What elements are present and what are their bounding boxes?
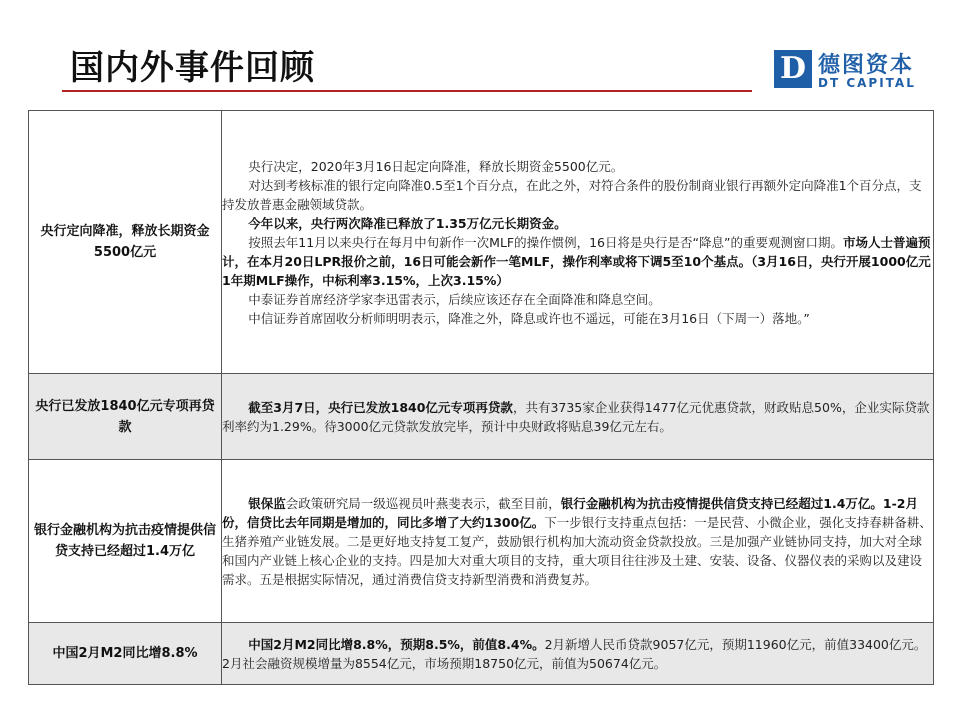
detail-text: 2月新增人民币贷款9057亿元，预期11960亿元，前值33400亿元。2月社会融资规模增量为8554亿元，市场预期18750亿元，前值为50674亿元。	[222, 636, 927, 671]
detail-paragraph	[222, 157, 933, 176]
event-label: 央行定向降准，释放长期资金5500亿元	[29, 111, 222, 374]
detail-paragraph	[222, 635, 933, 673]
logo-mark-icon: D	[774, 50, 812, 88]
event-label: 中国2月M2同比增8.8%	[29, 623, 222, 685]
table-row	[29, 111, 934, 374]
detail-bold-text: 今年以来，央行两次降准已释放了1.35万亿元长期资金。	[248, 215, 567, 231]
detail-bold-text: 银行金融机构为抗击疫情提供信贷支持已经超过1.4万亿。1-2月份，信贷比去年同期是增加的，同比多增了大约1300亿。	[222, 495, 919, 530]
detail-bold-text: 截至3月7日，央行已发放1840亿元专项再贷款	[248, 399, 513, 415]
logo-name-cn: 德图资本	[818, 53, 915, 78]
detail-text: 按照去年11月以来央行在每月中旬新作一次MLF的操作惯例，16日将是央行是否“降息”的重要观测窗口期。	[248, 234, 843, 250]
detail-bold-text: 银保监	[248, 495, 286, 511]
event-label: 央行已发放1840亿元专项再贷款	[29, 374, 222, 460]
detail-paragraph	[222, 494, 933, 589]
detail-paragraph	[222, 214, 933, 233]
detail-bold-text: 中国2月M2同比增8.8%，预期8.5%，前值8.4%。	[248, 636, 545, 652]
event-detail	[222, 623, 934, 685]
event-detail	[222, 460, 934, 623]
detail-paragraph	[222, 176, 933, 214]
logo-name-en: DT CAPITAL	[818, 76, 916, 90]
page-title: 国内外事件回顾	[70, 48, 315, 88]
detail-text: 中信证券首席固收分析师明明表示，降准之外，降息或许也不遥远，可能在3月16日（下周一）落地。”	[248, 310, 810, 326]
events-table	[28, 110, 934, 685]
detail-paragraph	[222, 290, 933, 309]
table-row	[29, 460, 934, 623]
event-detail	[222, 374, 934, 460]
detail-text: ，共有3735家企业获得1477亿元优惠贷款，财政贴息50%，企业实际贷款利率约为1.29%。待3000亿元贷款发放完毕，预计中央财政将贴息39亿元左右。	[222, 399, 930, 434]
company-logo	[774, 50, 924, 94]
detail-text: 对达到考核标准的银行定向降准0.5至1个百分点，在此之外，对符合条件的股份制商业银行再额外定向降准1个百分点，支持发放普惠金融领域贷款。	[222, 177, 922, 212]
event-label: 银行金融机构为抗击疫情提供信贷支持已经超过1.4万亿	[29, 460, 222, 623]
detail-paragraph	[222, 309, 933, 328]
detail-bold-text: 市场人士普遍预计，在本月20日LPR报价之前，16日可能会新作一笔MLF，操作利率或将下调5至10个基点。（3月16日，央行开展1000亿元1年期MLF操作，中标利率3.15%，上次3.15%）	[222, 234, 931, 288]
detail-paragraph	[222, 233, 933, 290]
detail-paragraph	[222, 398, 933, 436]
detail-text: 央行决定，2020年3月16日起定向降准，释放长期资金5500亿元。	[248, 158, 624, 174]
title-divider	[62, 90, 752, 92]
event-detail	[222, 111, 934, 374]
table-row	[29, 374, 934, 460]
detail-text: 会政策研究局一级巡视员叶燕斐表示，截至目前，	[285, 495, 561, 511]
detail-text: 中泰证券首席经济学家李迅雷表示，后续应该还存在全面降准和降息空间。	[248, 291, 661, 307]
table-row	[29, 623, 934, 685]
detail-text: 下一步银行支持重点包括：一是民营、小微企业，强化支持春耕备耕、生猪养殖产业链发展。二是更好地支持复工复产，鼓励银行机构加大流动资金贷款投放。三是加强产业链协同支持，加大对全球和国内产业链上核心企业的支持。四是加大对重大项目的支持，重大项目往往涉及土建、安装、设备、仪器仪表的采购以及建设需求。五是根据实际情况，通过消费信贷支持新型消费和消费复苏。	[222, 514, 932, 587]
